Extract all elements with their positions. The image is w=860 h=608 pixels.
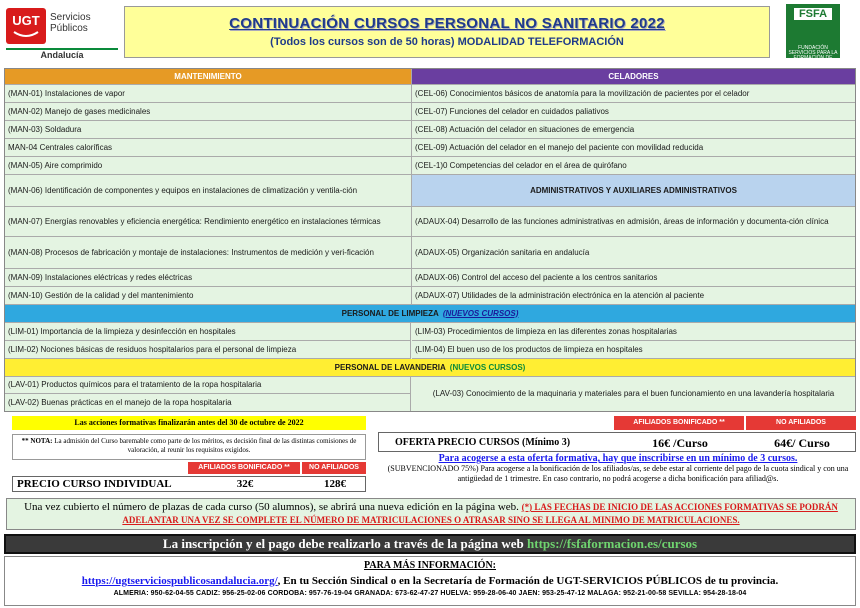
course-man-09: (MAN-09) Instalaciones eléctricas y redes eléctricas	[5, 269, 411, 287]
course-cel-09: (CEL-09) Actuación del celador en el manejo del paciente con movilidad reducida	[412, 139, 855, 157]
oferta-col-afiliados: AFILIADOS BONIFICADO **	[614, 416, 744, 430]
header-celadores: CELADORES	[412, 69, 855, 85]
header-lavanderia-tag: (NUEVOS CURSOS)	[449, 362, 526, 372]
course-cel-06: (CEL-06) Conocimientos básicos de anatomía para la movilización de pacientes por el celador	[412, 85, 855, 103]
header-administrativos: ADMINISTRATIVOS Y AUXILIARES ADMINISTRATIVOS	[412, 175, 855, 207]
course-lav-03: (LAV-03) Conocimiento de la maquinaria y materiales para el buen funcionamiento en una lavandería hospitalaria	[432, 389, 835, 398]
course-adaux-07: (ADAUX-07) Utilidades de la administración electrónica en la atención al paciente	[412, 287, 855, 305]
individual-price-label: PRECIO CURSO INDIVIDUAL	[17, 478, 172, 490]
header-mantenimiento: MANTENIMIENTO	[5, 69, 411, 85]
page-header	[0, 0, 860, 66]
info-main	[5, 575, 855, 587]
ugt-logo-brand: UGT	[12, 13, 40, 28]
course-man-06: (MAN-06) Identificación de componentes y equipos en instalaciones de climatización y ventila-ción	[5, 175, 411, 207]
oferta-col-no-afiliados: NO AFILIADOS	[746, 416, 856, 430]
oferta-price-label: OFERTA PRECIO CURSOS (Mínimo 3)	[395, 437, 571, 448]
individual-col-no-afiliados: NO AFILIADOS	[302, 462, 366, 474]
course-adaux-05: (ADAUX-05) Organización sanitaria en andalucía	[412, 237, 855, 269]
info-box	[4, 556, 856, 606]
course-cel-08: (CEL-08) Actuación del celador en situaciones de emergencia	[412, 121, 855, 139]
course-cel-10: (CEL-1)0 Competencias del celador en el área de quirófano	[412, 157, 855, 175]
course-man-08: (MAN-08) Procesos de fabricación y montaje de instalaciones: Instrumentos de medición y veri-ficación	[5, 237, 411, 269]
oferta-link[interactable]: Para acogerse a esta oferta formativa, hay que inscribirse en un mínimo de 3 cursos.	[438, 453, 798, 464]
individual-col-afiliados: AFILIADOS BONIFICADO **	[188, 462, 300, 474]
oferta-price-no-afiliados: 64€/ Curso	[774, 436, 830, 450]
course-man-03: (MAN-03) Soldadura	[5, 121, 411, 139]
oferta-note-text: (SUBVENCIONADO 75%) Para acogerse a la bonificación de los afiliados/as, se debe estar al corriente del pago de la cuota sindical y con una antigüedad de 1 trimestre. En caso contrario, no podrá acogerse a dicha bonificación para afiliad@s.	[387, 464, 849, 483]
ugt-logo-text	[50, 12, 91, 34]
ugt-logo-line1: Servicios	[50, 12, 91, 23]
oferta-note	[380, 453, 856, 497]
course-lim-03: (LIM-03) Procedimientos de limpieza en las diferentes zonas hospitalarias	[412, 323, 855, 341]
course-man-10: (MAN-10) Gestión de la calidad y del mantenimiento	[5, 287, 411, 305]
fsfa-logo-brand: FSFA	[794, 8, 832, 20]
individual-price-afiliados: 32€	[236, 478, 254, 490]
info-title: PARA MÁS INFORMACIÓN:	[363, 560, 497, 571]
plazas-warning: (*) LAS FECHAS DE INICIO DE LAS ACCIONES FORMATIVAS SE PODRÁN ADELANTAR UNA VEZ SE COMPLETE EL NÚMERO DE MATRICULACIONES O ATRASAR SINO SE LLEGA AL MINIMO DE MATRICULACIONES.	[122, 502, 838, 525]
info-link[interactable]: https://ugtserviciospublicosandalucia.org/	[81, 575, 278, 587]
inscripcion-banner	[4, 534, 856, 554]
ugt-logo	[6, 6, 120, 60]
header-limpieza	[5, 305, 855, 323]
course-man-04: MAN-04 Centrales caloríficas	[5, 139, 411, 157]
page-subtitle: (Todos los cursos son de 50 horas) MODALIDAD TELEFORMACIÓN	[270, 36, 624, 48]
course-man-02: (MAN-02) Manejo de gases medicinales	[5, 103, 411, 121]
info-phones: ALMERIA: 950-62-04-55 CADIZ: 956-25-02-06 CORDOBA: 957-76-19-04 GRANADA: 673-62-47-27 HUELVA: 959-28-06-40 JAEN: 953-25-47-12 MALAGA: 952-21-00-58 SEVILLA: 954-28-18-04	[113, 590, 747, 597]
course-adaux-06: (ADAUX-06) Control del acceso del paciente a los centros sanitarios	[412, 269, 855, 287]
ugt-logo-line2: Públicos	[50, 23, 88, 34]
fsfa-logo	[786, 4, 840, 66]
course-lav-02: (LAV-02) Buenas prácticas en el manejo de la ropa hospitalaria	[5, 394, 411, 411]
course-lav-01: (LAV-01) Productos químicos para el tratamiento de la ropa hospitalaria	[5, 377, 411, 394]
individual-price-row	[12, 476, 366, 492]
ugt-logo-region: Andalucía	[6, 48, 118, 62]
oferta-price-row	[378, 432, 856, 452]
oferta-price-afiliados: 16€ /Curso	[652, 436, 708, 450]
course-man-01: (MAN-01) Instalaciones de vapor	[5, 85, 411, 103]
plazas-text: Una vez cubierto el número de plazas de cada curso (50 alumnos), se abrirá una nueva edición en la página web.	[24, 501, 519, 513]
course-lim-04: (LIM-04) El buen uso de los productos de limpieza en hospitales	[412, 341, 855, 359]
title-box	[124, 6, 770, 58]
header-limpieza-label: PERSONAL DE LIMPIEZA	[341, 308, 439, 318]
nota-box	[12, 434, 366, 460]
nota-text: La admisión del Curso baremable como parte de los méritos, es decisión final de las distintas comisiones de valoración, al reunir los requisitos exigidos.	[54, 437, 357, 454]
course-man-07: (MAN-07) Energías renovables y eficiencia energética: Rendimiento energético en instalaciones térmicas	[5, 207, 411, 237]
inscripcion-text: La inscripción y el pago debe realizarlo a través de la página web	[162, 536, 524, 551]
inscripcion-link[interactable]: https://fsfaformacion.es/cursos	[527, 536, 698, 551]
course-adaux-04: (ADAUX-04) Desarrollo de las funciones administrativas en admisión, áreas de información y documenta-ción clínica	[412, 207, 855, 237]
header-lavanderia	[5, 359, 855, 377]
info-text: , En tu Sección Sindical o en la Secretaría de Formación de UGT-SERVICIOS PÚBLICOS de tu provincia.	[277, 575, 779, 587]
page-title: CONTINUACIÓN CURSOS PERSONAL NO SANITARIO 2022	[229, 15, 665, 32]
header-lavanderia-label: PERSONAL DE LAVANDERIA	[334, 362, 446, 372]
fsfa-logo-tagline: FUNDACIÓN SERVICIOS PARA LA FORMACIÓN DE ANDALUCÍA	[788, 45, 838, 66]
plazas-notice	[6, 498, 856, 530]
course-table	[4, 68, 856, 412]
individual-price-no-afiliados: 128€	[324, 478, 346, 490]
course-cel-07: (CEL-07) Funciones del celador en cuidados paliativos	[412, 103, 855, 121]
ugt-logo-icon	[6, 8, 46, 44]
course-lim-01: (LIM-01) Importancia de la limpieza y desinfección en hospitales	[5, 323, 411, 341]
header-limpieza-tag: (NUEVOS CURSOS)	[442, 308, 519, 318]
nota-label: ** NOTA:	[21, 437, 53, 445]
course-lim-02: (LIM-02) Nociones básicas de residuos hospitalarios para el personal de limpieza	[5, 341, 411, 359]
course-man-05: (MAN-05) Aire comprimido	[5, 157, 411, 175]
deadline-banner: Las acciones formativas finalizarán antes del 30 de octubre de 2022	[12, 416, 366, 430]
